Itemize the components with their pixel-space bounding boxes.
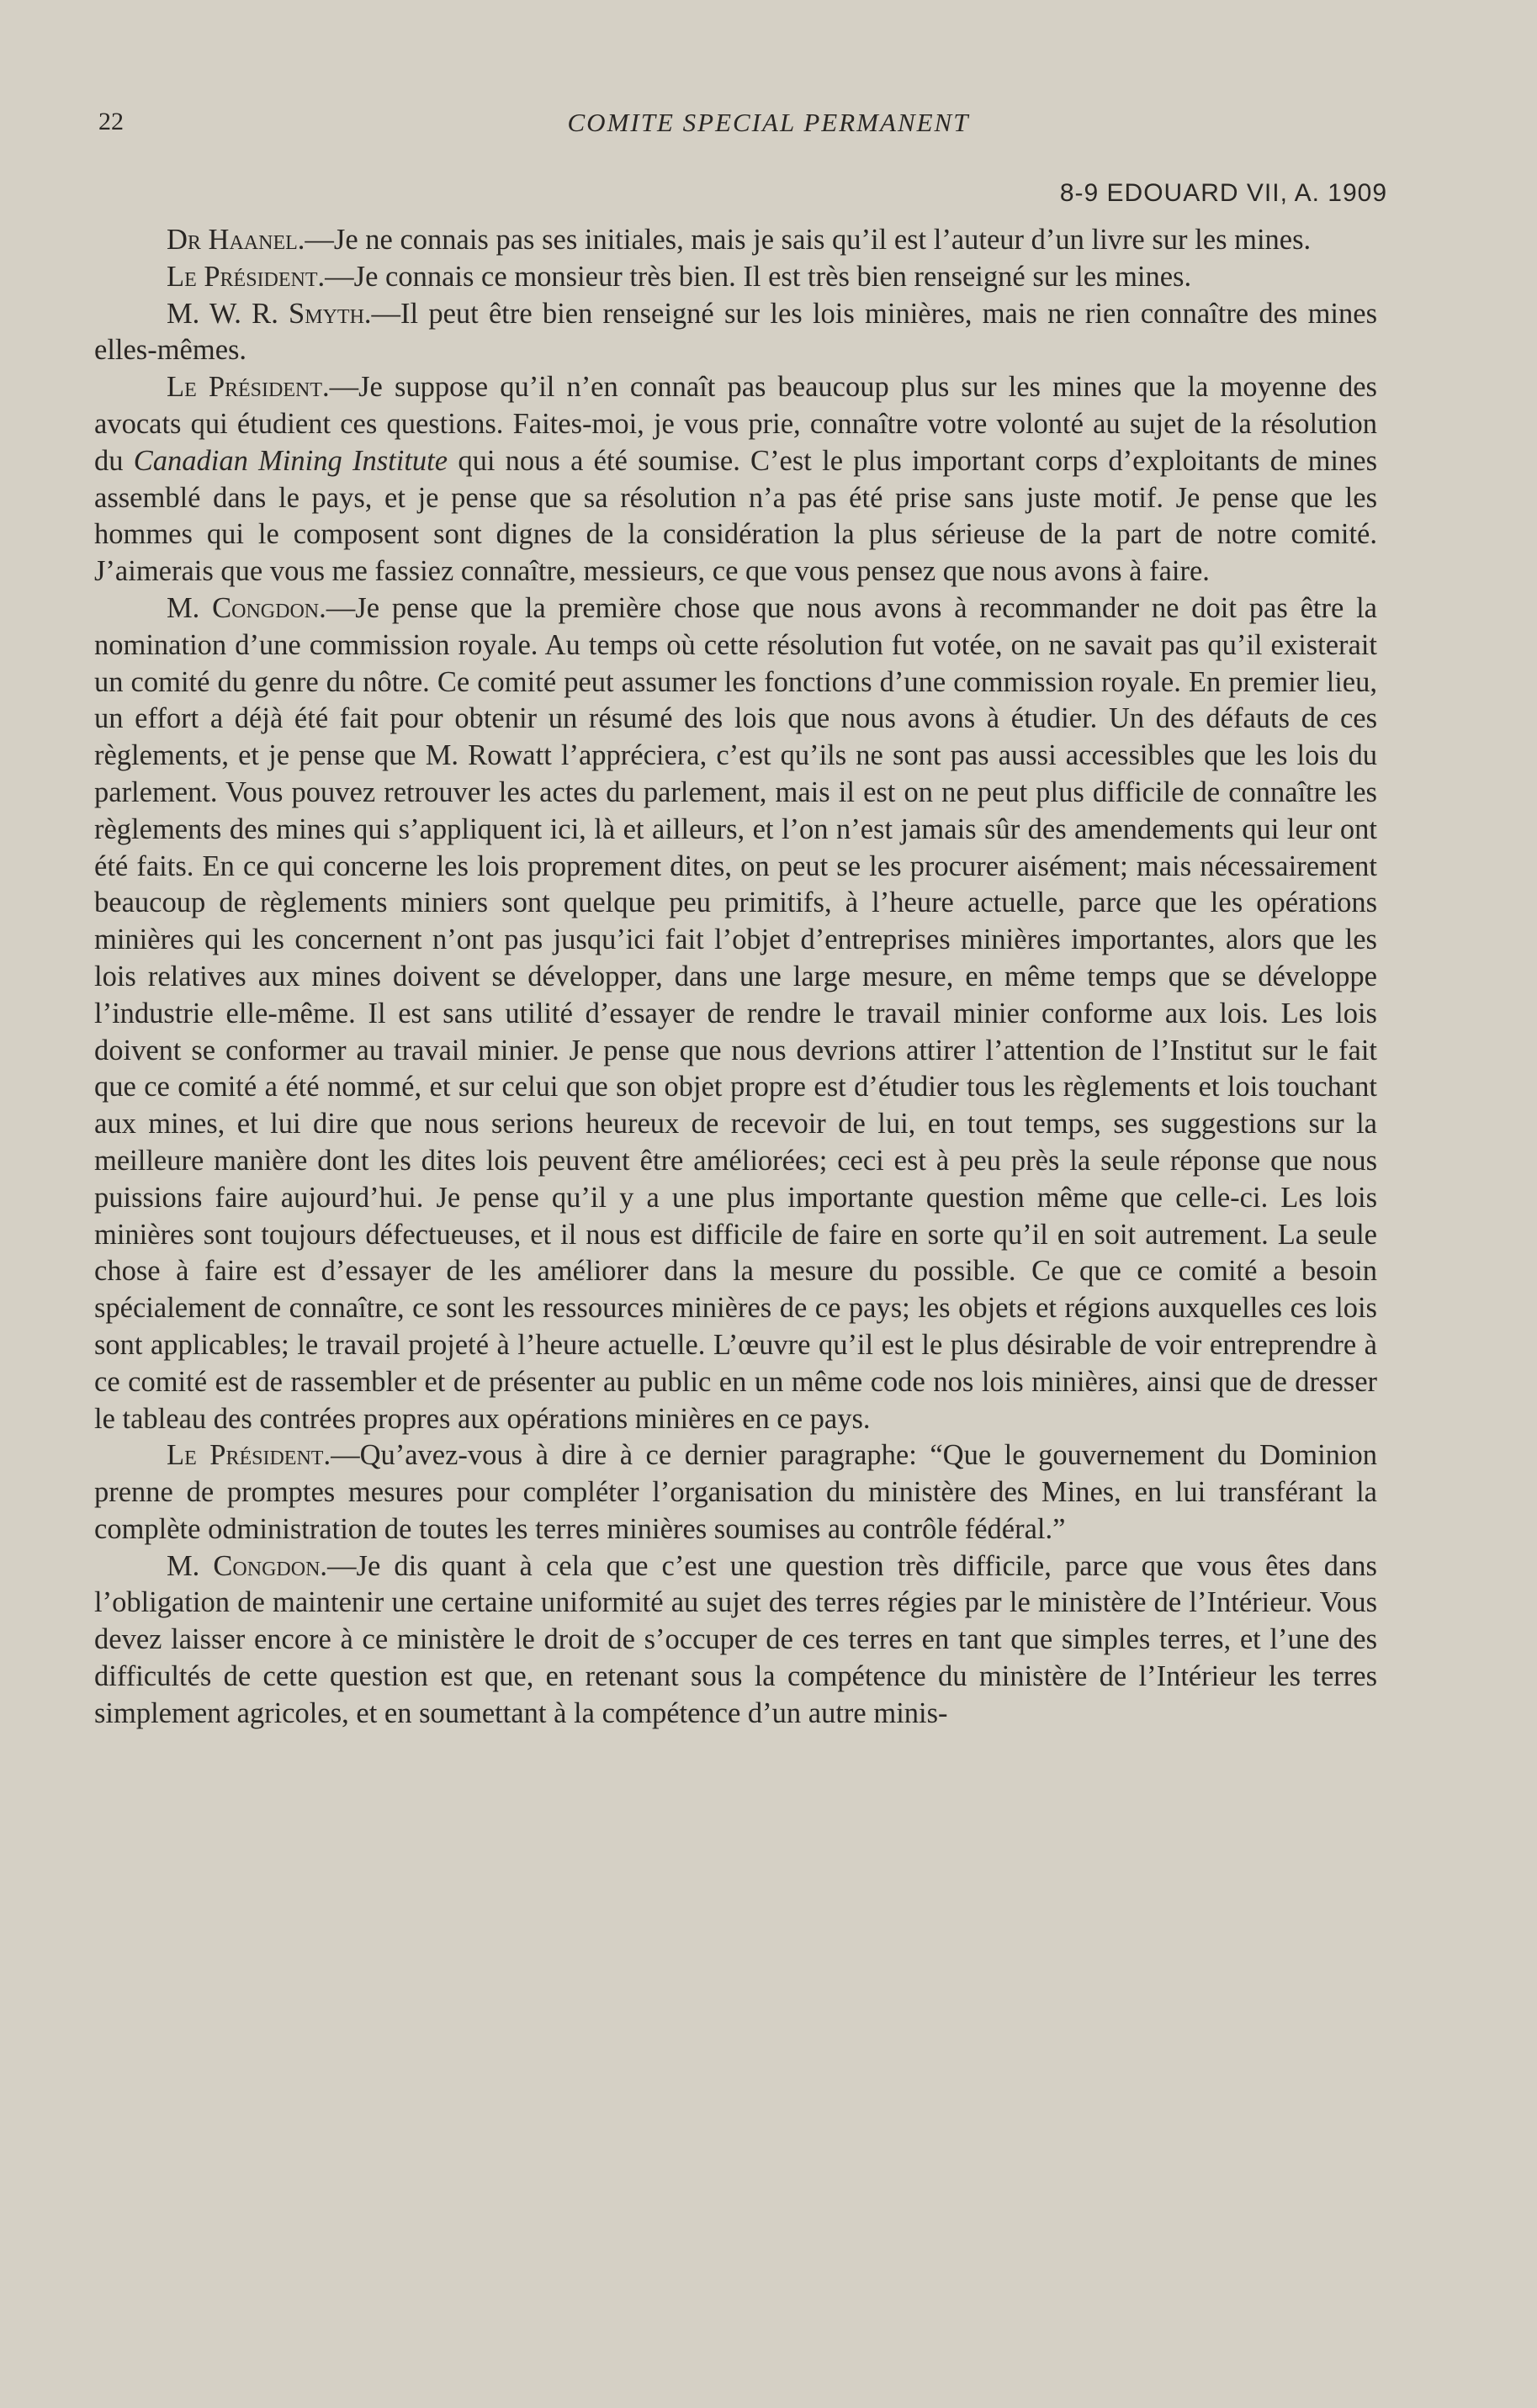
paragraph-text: —Je connais ce monsieur très bien. Il est très bien renseigné sur les mines. [325,260,1192,293]
paragraph-text-continued: qui nous a été soumise. C’est le plus important corps d’exploitants de mines assemblé dans le pays, et je pense que sa résolution n’a pas été prise sans juste motif. Je pense que les hommes qui le composent sont dignes de la considération la plus sérieuse de la part de notre comité. J’aimerais que vous me fassiez connaître, messieurs, ce que vous pensez que nous avons à faire. [94,444,1378,588]
running-title: COMITE SPECIAL PERMANENT [567,108,970,137]
paragraph-text: —Je suppose qu’il n’en connaît pas beaucoup plus sur les mines que la moyenne des avocats qui étudient ces questions. Faites-moi, je vous prie, connaître votre volonté au sujet de la résolution du [94,371,1377,477]
paragraph [94,259,1377,296]
speaker-name: Le Président. [167,1439,331,1472]
institute-name: Canadian Mining Institute [133,444,448,477]
paragraph-text: —Je dis quant à cela que c’est une question très difficile, parce que vous êtes dans l’obligation de maintenir une certaine uniformité au sujet des terres régies par le ministère de l’Intérieur. Vous devez laisser encore à ce ministère le droit de s’occuper de ces terres en tant que simples terres, et l’une des difficultés de cette question est que, en retenant sous la compétence du ministère de l’Intérieur les terres simplement agricoles, et en soumettant à la compétence d’un autre minis- [94,1549,1377,1729]
paragraph-text: —Je pense que la première chose que nous avons à recommander ne doit pas être la nomination d’une commission royale. Au temps où cette résolution fut votée, on ne savait pas qu’il existerait un comité du genre du nôtre. Ce comité peut assumer les fonctions d’une commission royale. En premier lieu, un effort a déjà été fait pour obtenir un résumé des lois que nous avons à étudier. Un des défauts de ces règlements, et je pense que M. Rowatt l’appréciera, c’est qu’ils ne sont pas aussi accessibles que les lois du parlement. Vous pouvez retrouver les actes du parlement, mais il est on ne peut plus difficile de connaître les règlements des mines qui s’appliquent ici, là et ailleurs, et l’on n’est jamais sûr des amendements qui leur ont été faits. En ce qui concerne les lois proprement dites, on peut se les procurer aisément; mais nécessairement beaucoup de règlements miniers sont quelque peu primitifs, à l’heure actuelle, parce que les opérations minières qui les concernent n’ont pas jusqu’ici fait l’objet d’entreprises minières importantes, alors que les lois relatives aux mines doivent se développer, dans une large mesure, en même temps que se développe l’industrie elle-même. Il est sans utilité d’essayer de rendre le travail minier conforme aux lois. Les lois doivent se conformer au travail minier. Je pense que nous devrions attirer l’attention de l’Institut sur le fait que ce comité a été nommé, et sur celui que son objet propre est d’étudier tous les règlements et lois touchant aux mines, et lui dire que nous serions heureux de recevoir de lui, en tout temps, ses suggestions sur la meilleure manière dont les dites lois peuvent être améliorées; ceci est à peu près la seule réponse que nous puissions faire aujourd’hui. Je pense qu’il y a une plus importante question même que celle-ci. Les lois minières sont toujours défectueuses, et il nous est difficile de faire en sorte qu’il en soit autrement. La seule chose à faire est d’essayer de les améliorer dans la mesure du possible. Ce que ce comité a besoin spécialement de connaître, ce sont les ressources minières de ce pays; les objets et régions auxquelles ces lois sont applicables; le travail projeté à l’heure actuelle. L’œuvre qu’il est le plus désirable de voir entreprendre à ce comité est de rassembler et de présenter au public en un même code nos lois minières, ainsi que de dresser le tableau des contrées propres aux opérations minières en ce pays. [94,591,1377,1435]
speaker-name: M. Congdon. [167,591,326,624]
speaker-name: Dr Haanel. [167,224,305,256]
page-number: 22 [98,108,124,135]
session-label: 8-9 EDOUARD VII, A. 1909 [1059,179,1387,207]
paragraph [94,590,1377,1437]
speaker-name: M. Congdon. [167,1549,328,1582]
paragraph [94,222,1377,259]
paragraph [94,1437,1377,1548]
speaker-name: Le Président. [167,371,330,404]
paragraph-text: —Il peut être bien renseigné sur les lois minières, mais ne rien connaître des mines elles-mêmes. [94,297,1377,367]
paragraph-text: —Je ne connais pas ses initiales, mais je sais qu’il est l’auteur d’un livre sur les mines. [305,224,1312,256]
paragraph-text: —Qu’avez-vous à dire à ce dernier paragraphe: “Que le gouvernement du Dominion prenne de promptes mesures pour compléter l’organisation du ministère des Mines, en lui transférant la complète odministration de toutes les terres minières soumises au contrôle fédéral.” [94,1439,1377,1545]
speaker-name: Le Président. [167,260,326,293]
paragraph [94,1548,1377,1733]
paragraph [94,296,1377,370]
speaker-name: M. W. R. Smyth. [167,297,372,330]
body-text [94,222,1377,1733]
paragraph [94,369,1377,590]
